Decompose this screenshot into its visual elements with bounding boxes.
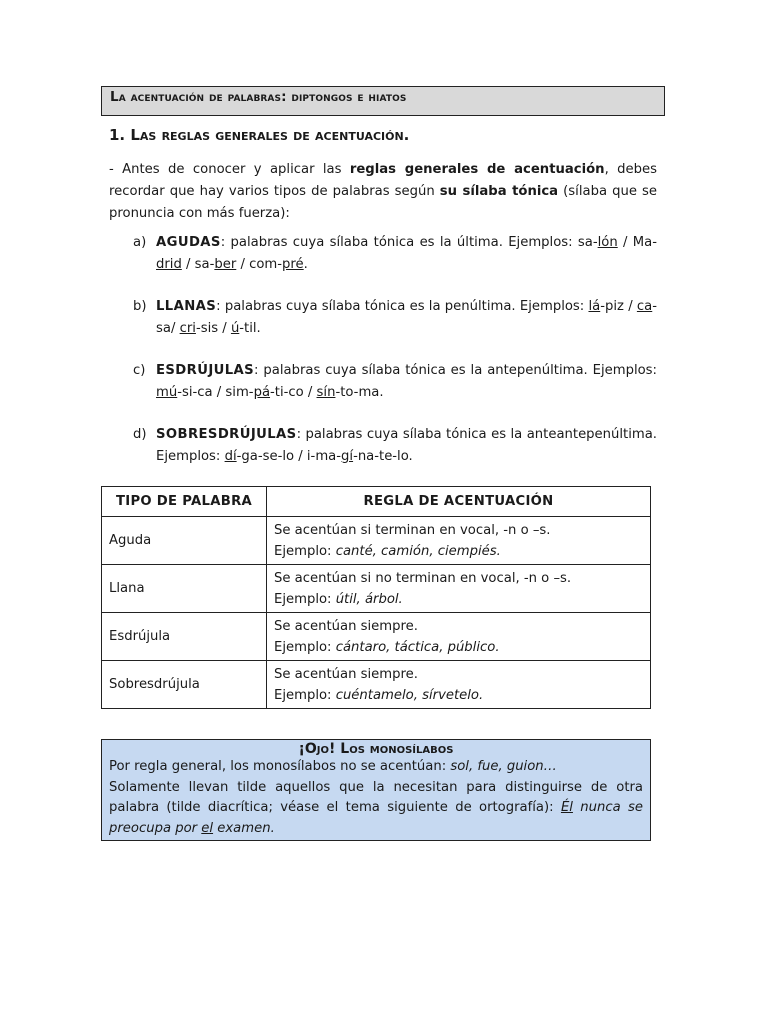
intro-text: (sílaba que se pronuncia con más fuerza): (109, 184, 657, 221)
rule-text: Se acentúan si terminan en vocal, -n o –s. (274, 522, 551, 538)
word-type-esdrujulas (109, 360, 657, 404)
intro-text: , debes recordar que hay varios tipos de palabras según (109, 162, 657, 199)
stressed-syllable: lá (588, 299, 601, 314)
stressed-syllable: ber (214, 257, 237, 272)
example-syllable: -na-te-lo. (353, 449, 413, 464)
diacritic-word: Él (560, 800, 573, 815)
table-header-type: TIPO DE PALABRA (102, 487, 267, 517)
cell-rule (267, 565, 651, 613)
stressed-syllable: ú (230, 321, 240, 336)
stressed-syllable: drid (156, 257, 182, 272)
example-syllable: -ti-co / (270, 385, 317, 400)
monosyllables-note-box (101, 739, 651, 841)
rule-text: Se acentúan siempre. (274, 618, 418, 634)
word-type-name: SOBRESDRÚJULAS (156, 427, 297, 442)
table-row (102, 517, 651, 565)
list-marker: b) (133, 299, 147, 314)
table-header-rule: REGLA DE ACENTUACIÓN (267, 487, 651, 517)
stressed-syllable: lón (597, 235, 618, 250)
word-type-name: AGUDAS (156, 235, 221, 250)
example-syllable: / sa- (181, 257, 215, 272)
word-type-description: : palabras cuya sílaba tónica es la última. Ejemplos: (220, 235, 578, 250)
example-syllable: -si-ca / sim- (177, 385, 254, 400)
example-label: Ejemplo: (274, 639, 336, 655)
word-type-description: : palabras cuya sílaba tónica es la penúltima. Ejemplos: (216, 299, 589, 314)
note-line-1 (109, 757, 643, 778)
word-types-list (109, 232, 657, 488)
diacritic-word: el (201, 820, 214, 836)
stressed-syllable: pá (253, 385, 271, 400)
example-words: útil, árbol. (335, 591, 403, 607)
section-heading: 1. Las reglas generales de acentuación. (109, 126, 410, 144)
stressed-syllable: cri (179, 321, 196, 336)
word-type-agudas (109, 232, 657, 276)
example-syllable: -ga-se-lo / i-ma- (236, 449, 342, 464)
word-type-name: LLANAS (156, 299, 217, 314)
example-syllable: sa- (577, 235, 598, 250)
word-type-description: : palabras cuya sílaba tónica es la antepenúltima. Ejemplos: (254, 363, 657, 378)
example-words: cuéntamelo, sírvetelo. (335, 687, 484, 703)
list-marker: c) (133, 363, 146, 378)
accentuation-rules-table (101, 486, 651, 709)
stressed-syllable: sín (316, 385, 336, 400)
intro-bold-syllable: su sílaba tónica (439, 184, 559, 199)
example-syllable: -piz / (600, 299, 637, 314)
stressed-syllable: mú (156, 385, 178, 400)
cell-word-type: Esdrújula (102, 613, 267, 661)
example-words: cántaro, táctica, público. (335, 639, 500, 655)
cell-word-type: Llana (102, 565, 267, 613)
sentence-part: nunca se preocupa por (109, 800, 643, 836)
example-syllable: / com- (236, 257, 283, 272)
note-title: ¡Ojo! Los monosílabos (298, 741, 454, 757)
example-label: Ejemplo: (274, 687, 336, 703)
table-row (102, 565, 651, 613)
cell-rule (267, 661, 651, 709)
example-syllable: -sis / (195, 321, 231, 336)
note-text: Por regla general, los monosílabos no se acentúan: (109, 759, 451, 774)
stressed-syllable: ca (636, 299, 653, 314)
word-type-description: : palabras cuya sílaba tónica es la anteantepenúltima. Ejemplos: (156, 427, 657, 464)
table-header-row (102, 487, 651, 517)
list-marker: a) (133, 235, 147, 250)
word-type-sobresdrujulas (109, 424, 657, 468)
note-text: Solamente llevan tilde aquellos que la necesitan para distinguirse de otra palabra (tilde diacrítica; véase el tema siguiente de ortografía): (109, 779, 643, 815)
cell-word-type: Sobresdrújula (102, 661, 267, 709)
example-syllable: -to-ma. (335, 385, 384, 400)
note-line-2 (109, 778, 643, 840)
page-title (101, 86, 665, 116)
intro-bold-rules: reglas generales de acentuación (349, 162, 605, 177)
stressed-syllable: dí (224, 449, 237, 464)
example-syllable: -sa/ (156, 299, 657, 336)
cell-rule (267, 517, 651, 565)
table-row (102, 613, 651, 661)
table-row (102, 661, 651, 709)
example-syllable: -til. (239, 321, 261, 336)
cell-word-type: Aguda (102, 517, 267, 565)
example-syllable: / Ma- (617, 235, 658, 250)
example-label: Ejemplo: (274, 591, 336, 607)
example-label: Ejemplo: (274, 543, 336, 559)
stressed-syllable: pré (282, 257, 304, 272)
sentence-part: examen. (213, 820, 275, 836)
stressed-syllable: gí (341, 449, 354, 464)
rule-text: Se acentúan siempre. (274, 666, 418, 682)
word-type-llanas (109, 296, 657, 340)
word-type-name: ESDRÚJULAS (156, 363, 255, 378)
rule-text: Se acentúan si no terminan en vocal, -n o –s. (274, 570, 572, 586)
cell-rule (267, 613, 651, 661)
page-title-text: La acentuación de palabras: diptongos e hiatos (110, 89, 407, 105)
note-examples: sol, fue, guion… (450, 759, 557, 774)
list-marker: d) (133, 427, 147, 442)
intro-paragraph (109, 159, 657, 225)
example-syllable: . (303, 257, 308, 272)
example-words: canté, camión, ciempiés. (335, 543, 501, 559)
intro-text: - Antes de conocer y aplicar las (109, 162, 350, 177)
